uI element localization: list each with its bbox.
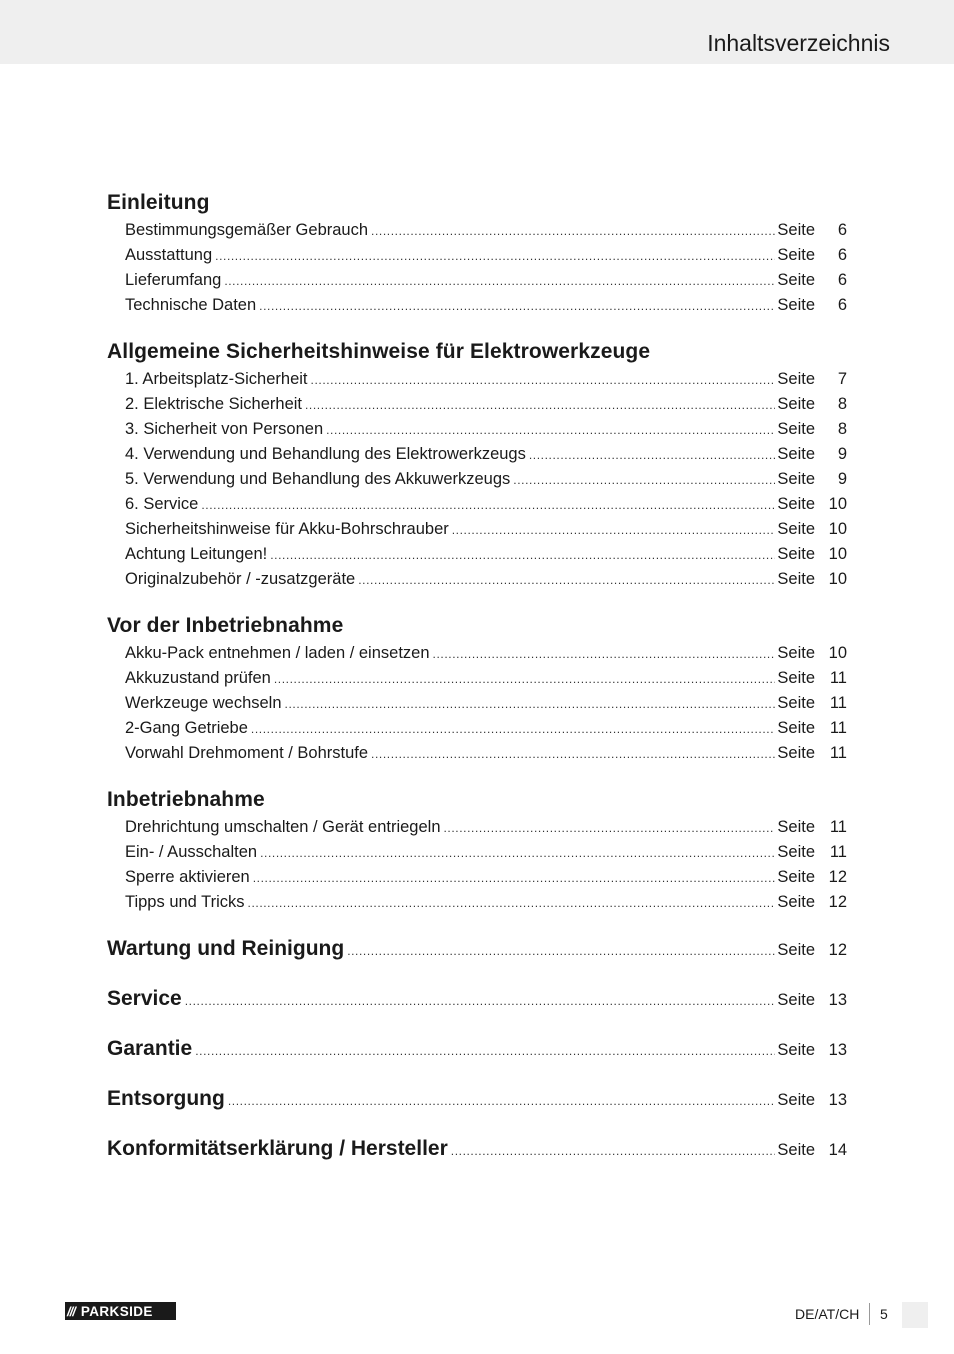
page-word: Seite xyxy=(777,644,815,662)
section-title: Inbetriebnahme xyxy=(107,788,265,811)
toc-main-entry-garantie[interactable] xyxy=(107,1034,847,1084)
page-number: 13 xyxy=(828,1041,847,1059)
page-number: 11 xyxy=(829,719,847,737)
section-entries xyxy=(107,641,847,766)
page-word: Seite xyxy=(777,893,815,911)
page-number: 6 xyxy=(837,221,847,239)
section-entries xyxy=(107,218,847,318)
page-word: Seite xyxy=(777,221,815,239)
page-word: Seite xyxy=(777,370,815,388)
page-title: Inhaltsverzeichnis xyxy=(707,30,890,56)
dot-leader xyxy=(358,568,775,593)
dot-leader xyxy=(305,393,775,418)
dot-leader xyxy=(347,936,775,966)
page-word: Seite xyxy=(777,271,815,289)
page-number: 10 xyxy=(828,644,847,662)
entry-label: Bestimmungsgemäßer Gebrauch xyxy=(125,221,369,239)
page-number: 11 xyxy=(829,818,847,836)
page-number: 14 xyxy=(828,1141,847,1159)
toc-section-vor-der-inbetriebnahme xyxy=(107,611,847,766)
page-word: Seite xyxy=(777,570,815,588)
page-number: 11 xyxy=(829,694,847,712)
entry-label: 6. Service xyxy=(125,495,199,513)
dot-leader xyxy=(248,891,776,916)
section-title: Vor der Inbetriebnahme xyxy=(107,614,344,637)
section-entries xyxy=(107,815,847,915)
entry-label: Wartung und Reinigung xyxy=(107,937,345,960)
page-word: Seite xyxy=(777,694,815,712)
toc-entry[interactable] xyxy=(125,890,847,915)
toc-main-entry-wartung[interactable] xyxy=(107,934,847,984)
entry-label: Ein- / Ausschalten xyxy=(125,843,258,861)
toc-section-inbetriebnahme xyxy=(107,785,847,915)
dot-leader xyxy=(444,816,776,841)
section-title: Einleitung xyxy=(107,191,210,214)
dot-leader xyxy=(311,368,776,393)
entry-label: Service xyxy=(107,987,182,1010)
page-word: Seite xyxy=(777,941,815,959)
page-number: 9 xyxy=(837,470,847,488)
toc-entry[interactable] xyxy=(125,567,847,592)
toc-entry[interactable] xyxy=(125,815,847,840)
page-number: 10 xyxy=(828,545,847,563)
dot-leader xyxy=(224,269,775,294)
entry-label: 4. Verwendung und Behandlung des Elektrowerkzeugs xyxy=(125,445,526,463)
dot-leader xyxy=(371,219,775,244)
page-number: 10 xyxy=(828,520,847,538)
entry-label: Akkuzustand prüfen xyxy=(125,669,271,687)
section-title: Allgemeine Sicherheitshinweise für Elektrowerkzeuge xyxy=(107,340,651,363)
dot-leader xyxy=(259,294,775,319)
toc-entry[interactable] xyxy=(125,666,847,691)
dot-leader xyxy=(326,418,775,443)
page-number: 8 xyxy=(837,395,847,413)
toc-entry[interactable] xyxy=(125,741,847,766)
entry-label: Werkzeuge wechseln xyxy=(125,694,282,712)
toc-entry[interactable] xyxy=(125,840,847,865)
page-number: 12 xyxy=(828,893,847,911)
entry-label: Tipps und Tricks xyxy=(125,893,245,911)
entry-label: 2-Gang Getriebe xyxy=(125,719,248,737)
dot-leader xyxy=(274,667,776,692)
page-word: Seite xyxy=(777,669,815,687)
page-number: 6 xyxy=(837,271,847,289)
dot-leader xyxy=(452,518,776,543)
entry-label: Sperre aktivieren xyxy=(125,868,250,886)
toc-entry[interactable] xyxy=(125,268,847,293)
page-word: Seite xyxy=(777,744,815,762)
toc-entry[interactable] xyxy=(125,243,847,268)
dot-leader xyxy=(185,986,776,1016)
toc-entry[interactable] xyxy=(125,367,847,392)
dot-leader xyxy=(260,841,775,866)
toc-entry[interactable] xyxy=(125,641,847,666)
page-word: Seite xyxy=(777,1041,815,1059)
page-word: Seite xyxy=(777,545,815,563)
logo-text: PARKSIDE xyxy=(80,1303,153,1319)
page-word: Seite xyxy=(777,991,815,1009)
table-of-contents xyxy=(107,188,847,1184)
dot-leader xyxy=(251,717,775,742)
dot-leader xyxy=(253,866,776,891)
dot-leader xyxy=(195,1036,775,1066)
toc-entry[interactable] xyxy=(125,517,847,542)
entry-label: 2. Elektrische Sicherheit xyxy=(125,395,302,413)
page-word: Seite xyxy=(777,296,815,314)
toc-main-entry-service[interactable] xyxy=(107,984,847,1034)
page-word: Seite xyxy=(777,470,815,488)
dot-leader xyxy=(513,468,775,493)
entry-label: Garantie xyxy=(107,1037,193,1060)
page-word: Seite xyxy=(777,520,815,538)
page-number: 7 xyxy=(837,370,847,388)
page-word: Seite xyxy=(777,843,815,861)
entry-label: Sicherheitshinweise für Akku-Bohrschrauber xyxy=(125,520,449,538)
page-number: 12 xyxy=(828,941,847,959)
entry-label: Entsorgung xyxy=(107,1087,225,1110)
footer-divider xyxy=(869,1303,870,1325)
page-number: 9 xyxy=(837,445,847,463)
page-number: 13 xyxy=(828,991,847,1009)
dot-leader xyxy=(371,742,775,767)
dot-leader xyxy=(433,642,776,667)
footer-tab-box xyxy=(902,1302,928,1328)
parkside-logo xyxy=(65,1302,176,1320)
page-number: 11 xyxy=(829,669,847,687)
page-word: Seite xyxy=(777,395,815,413)
page-number: 11 xyxy=(829,744,847,762)
page-word: Seite xyxy=(777,1141,815,1159)
dot-leader xyxy=(270,543,775,568)
page-number: 6 xyxy=(837,246,847,264)
toc-main-entry-konformitaet[interactable] xyxy=(107,1134,847,1184)
toc-main-entry-entsorgung[interactable] xyxy=(107,1084,847,1134)
page-number: 12 xyxy=(828,868,847,886)
toc-section-einleitung xyxy=(107,188,847,318)
entry-label: Originalzubehör / -zusatzgeräte xyxy=(125,570,356,588)
page-number-footer: 5 xyxy=(880,1306,888,1322)
toc-entry[interactable] xyxy=(125,492,847,517)
page-number: 10 xyxy=(828,570,847,588)
toc-entry[interactable] xyxy=(125,691,847,716)
entry-label: Achtung Leitungen! xyxy=(125,545,268,563)
page-word: Seite xyxy=(777,246,815,264)
logo-slashes: /// xyxy=(67,1303,75,1319)
dot-leader xyxy=(215,244,775,269)
dot-leader xyxy=(201,493,775,518)
page-number: 8 xyxy=(837,420,847,438)
dot-leader xyxy=(529,443,776,468)
dot-leader xyxy=(451,1136,776,1166)
page-number: 10 xyxy=(828,495,847,513)
page-word: Seite xyxy=(777,420,815,438)
page-word: Seite xyxy=(777,445,815,463)
toc-entry[interactable] xyxy=(125,442,847,467)
page-number: 13 xyxy=(828,1091,847,1109)
page-number: 11 xyxy=(829,843,847,861)
entry-label: Ausstattung xyxy=(125,246,213,264)
toc-entry[interactable] xyxy=(125,467,847,492)
toc-entry[interactable] xyxy=(125,293,847,318)
language-code: DE/AT/CH xyxy=(795,1306,860,1322)
entry-label: 1. Arbeitsplatz-Sicherheit xyxy=(125,370,308,388)
page-word: Seite xyxy=(777,719,815,737)
page-word: Seite xyxy=(777,868,815,886)
section-entries xyxy=(107,367,847,592)
page-word: Seite xyxy=(777,818,815,836)
entry-label: Lieferumfang xyxy=(125,271,222,289)
toc-entry[interactable] xyxy=(125,417,847,442)
entry-label: Drehrichtung umschalten / Gerät entriegeln xyxy=(125,818,441,836)
entry-label: 5. Verwendung und Behandlung des Akkuwerkzeugs xyxy=(125,470,511,488)
toc-entry[interactable] xyxy=(125,218,847,243)
page-word: Seite xyxy=(777,1091,815,1109)
page-number: 6 xyxy=(837,296,847,314)
toc-section-sicherheitshinweise xyxy=(107,337,847,592)
toc-entry[interactable] xyxy=(125,716,847,741)
page-word: Seite xyxy=(777,495,815,513)
dot-leader xyxy=(285,692,776,717)
toc-entry[interactable] xyxy=(125,865,847,890)
entry-label: Vorwahl Drehmoment / Bohrstufe xyxy=(125,744,369,762)
dot-leader xyxy=(228,1086,776,1116)
toc-entry[interactable] xyxy=(125,392,847,417)
entry-label: Konformitätserklärung / Hersteller xyxy=(107,1137,448,1160)
entry-label: Technische Daten xyxy=(125,296,257,314)
entry-label: 3. Sicherheit von Personen xyxy=(125,420,324,438)
entry-label: Akku-Pack entnehmen / laden / einsetzen xyxy=(125,644,430,662)
toc-entry[interactable] xyxy=(125,542,847,567)
